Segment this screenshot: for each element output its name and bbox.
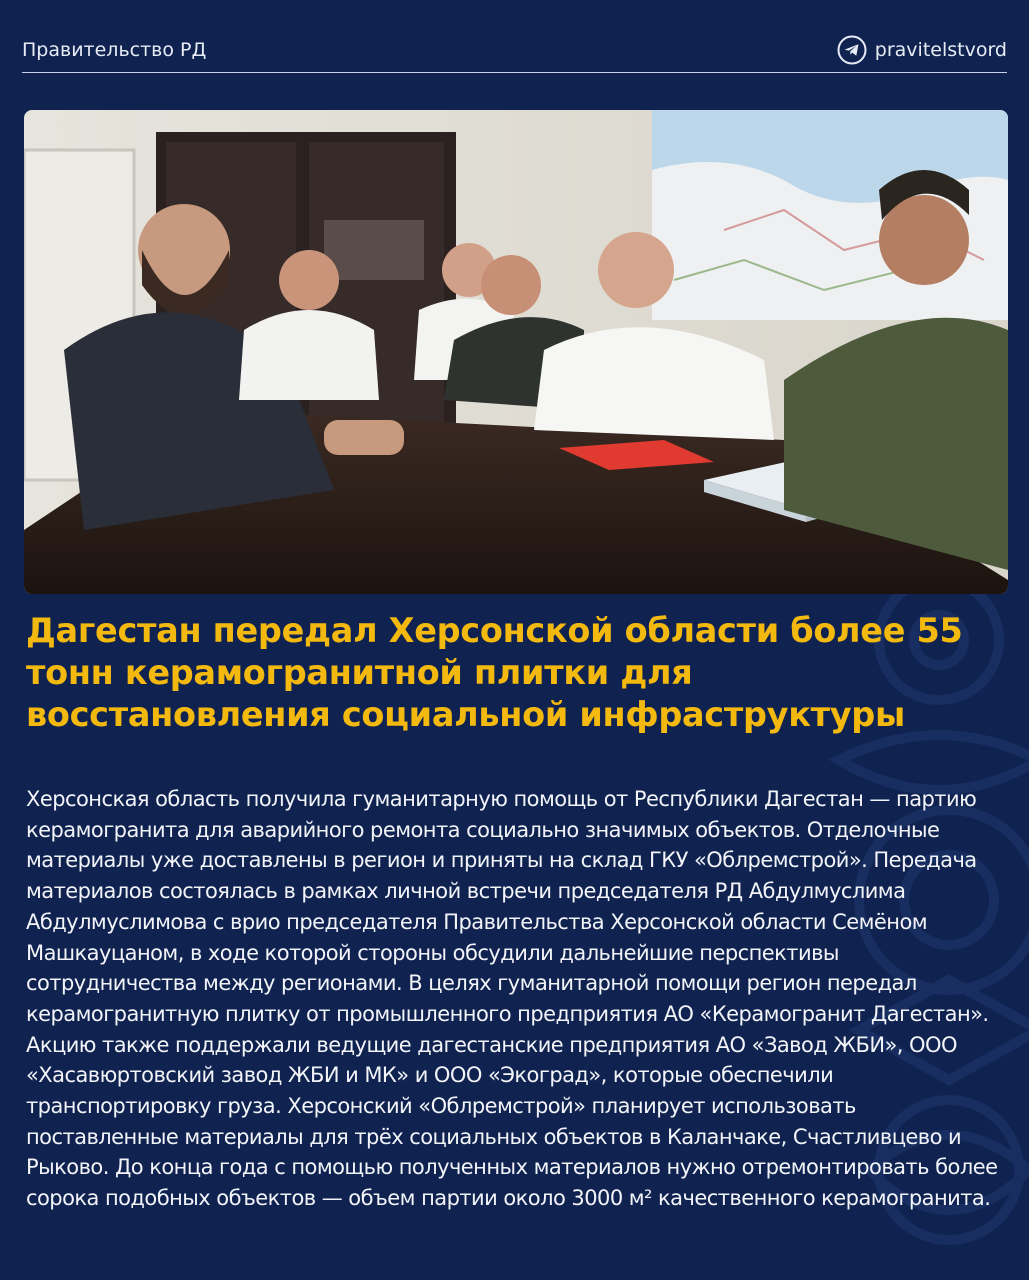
article-body: Херсонская область получила гуманитарную помощь от Республики Дагестан — партию керамогранита для аварийного ремонта социально значимых объектов. Отделочные материалы уже доставлены в регион и приняты на склад ГКУ «Облремстрой». Передача материалов состоялась в рамках личной встречи председателя РД Абдулмуслима Абдулмуслимова с врио председателя Правительства Херсонской области Семёном Машкауцаном, в ходе которой стороны обсудили дальнейшие перспективы сотрудничества между регионами. В целях гуманитарной помощи регион передал керамогранитную плитку от промышленного предприятия АО «Керамогранит Дагестан». Акцию также поддержали ведущие дагестанские предприятия АО «Завод ЖБИ», ООО «Хасавюртовский завод ЖБИ и МК» и ООО «Экоград», которые обеспечили транспортировку груза. Херсонский «Облремстрой» планирует использовать поставленные материалы для трёх социальных объектов в Каланчаке, Счастливцево и Рыково. До конца года с помощью полученных материалов нужно отремонтировать более сорока подобных объектов — объем партии около 3000 м² качественного керамогранита. (26, 787, 998, 1211)
meeting-photo (24, 110, 1008, 594)
telegram-channel-link[interactable] (837, 35, 1007, 65)
brand-name: Правительство РД (22, 39, 207, 61)
article-headline: Дагестан передал Херсонской области более 55 тонн керамогранитной плитки для восстановления социальной инфраструктуры (26, 611, 963, 734)
telegram-icon (837, 35, 867, 65)
page-header (22, 28, 1007, 73)
channel-name: pravitelstvord (874, 39, 1007, 61)
